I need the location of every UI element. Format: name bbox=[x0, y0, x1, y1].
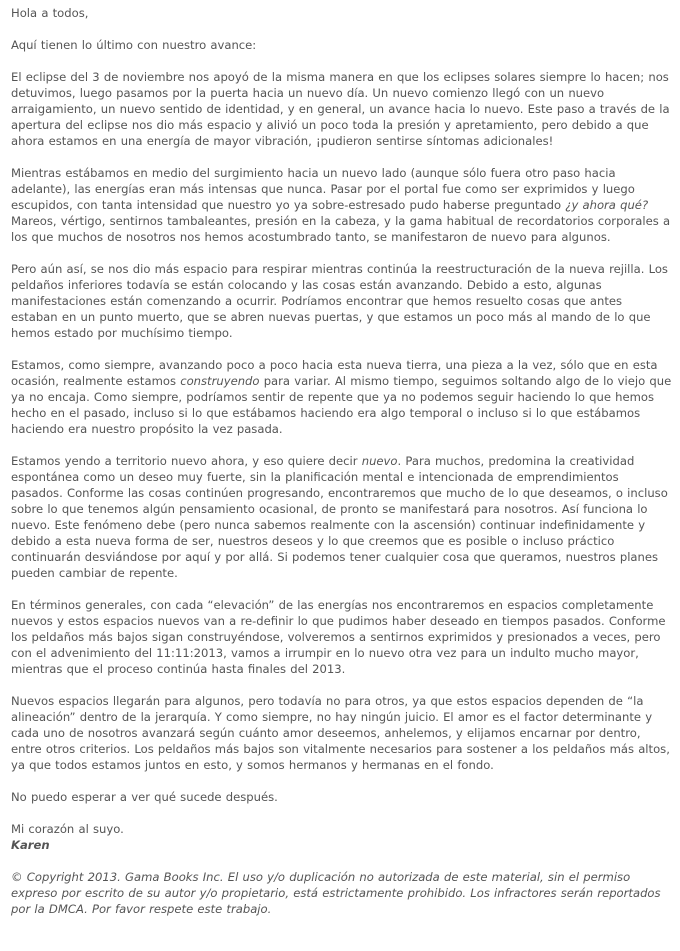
paragraph-surge bbox=[11, 165, 672, 245]
paragraph-surge-text-end: Mareos, vértigo, sentirnos tambaleantes, presión en la cabeza, y la gama habitual de recordatorios corporales a los que muchos de nosotros nos hemos acostumbrado tanto, se manifestaron de nuevo para algunos. bbox=[11, 214, 671, 244]
paragraph-new-territory-text: Estamos yendo a territorio nuevo ahora, y eso quiere decir bbox=[11, 454, 362, 468]
paragraph-surge-text: Mientras estábamos en medio del surgimiento hacia un nuevo lado (aunque sólo fuera otro paso hacia adelante), las energías eran más intensas que nunca. Pasar por el portal fue como ser exprimidos y luego escupidos, con tanta intensidad que nuestro yo ya sobre-estresado pudo haberse preguntado bbox=[11, 166, 635, 212]
paragraph-new-territory bbox=[11, 453, 672, 581]
intro-line: Aquí tienen lo último con nuestro avance: bbox=[11, 38, 257, 52]
emphasis-nuevo: nuevo bbox=[361, 454, 398, 468]
paragraph-new-earth-text-end: para variar. Al mismo tiempo, seguimos soltando algo de lo viejo que ya no encaja. Como siempre, podríamos sentir de repente que ya no podemos seguir haciendo lo que hemos hecho en el pasado, incluso si lo que estábamos haciendo era algo temporal o incluso si lo que estábamos haciendo era nuestro propósito la vez pasada. bbox=[11, 374, 672, 436]
paragraph-new-earth-text: Estamos, como siempre, avanzando poco a poco hacia esta nueva tierra, una pieza a la vez, sólo que en esta ocasión, realmente estamos bbox=[11, 358, 658, 388]
signature: Karen bbox=[11, 838, 50, 852]
paragraph-grid: Pero aún así, se nos dio más espacio para respirar mientras continúa la reestructuración de la nueva rejilla. Los peldaños inferiores todavía se están colocando y las cosas están avanzando. Debido a esto, algunas manifestaciones están comenzando a ocurrir. Podríamos encontrar que hemos resuelto cosas que antes estaban en un punto muerto, que se abren nuevas puertas, y que estamos un poco más al mando de lo que hemos estado por muchísimo tiempo. bbox=[11, 262, 668, 340]
paragraph-new-earth bbox=[11, 357, 672, 437]
greeting: Hola a todos, bbox=[11, 6, 89, 20]
paragraph-new-territory-text-end: . Para muchos, predomina la creatividad espontánea como un deseo muy fuerte, sin la planificación mental e intencionada de emprendimientos pasados. Conforme las cosas continúen progresando, encontraremos que mucho de lo que deseamos, o incluso sobre lo que tenemos algún pensamiento ocasional, de pronto se manifestará para nosotros. Así funciona lo nuevo. Este fenómeno debe (pero nunca sabemos realmente con la ascensión) continuar indefinidamente y debido a esta nueva forma de ser, nuestros deseos y lo que creemos que es posible o incluso práctico continuarán desviándose por aquí y por allá. Si podemos tener cualquier cosa que queramos, nuestros planes pueden cambiar de repente. bbox=[11, 454, 668, 580]
paragraph-new-spaces: Nuevos espacios llegarán para algunos, pero todavía no para otros, ya que estos espacios dependen de “la alineación” dentro de la jerarquía. Y como siempre, no hay ningún juicio. El amor es el factor determinante y cada uno de nosotros avanzará según cuánto amor deseemos, anhelemos, y elijamos encarnar por dentro, entre otros criterios. Los peldaños más bajos son vitalmente necesarios para sostener a los peldaños más altos, ya que todos estamos juntos en esto, y somos hermanos y hermanas en el fondo. bbox=[11, 694, 670, 772]
closing-line: Mi corazón al suyo. bbox=[11, 822, 124, 836]
paragraph-eclipse: El eclipse del 3 de noviembre nos apoyó de la misma manera en que los eclipses solares siempre lo hacen; nos detuvimos, luego pasamos por la puerta hacia un nuevo día. Un nuevo comienzo llegó con un nuevo arraigamiento, un nuevo sentido de identidad, y en general, un avance hacia lo nuevo. Este paso a través de la apertura del eclipse nos dio más espacio y alivió un poco toda la presión y apretamiento, pero debido a que ahora estamos en una energía de mayor vibración, ¡pudieron sentirse síntomas adicionales! bbox=[11, 70, 670, 148]
paragraph-anticipation: No puedo esperar a ver qué sucede después. bbox=[11, 790, 278, 804]
emphasis-construyendo: construyendo bbox=[180, 374, 260, 388]
emphasis-ahora-que: ¿y ahora qué? bbox=[565, 198, 649, 212]
paragraph-elevation: En términos generales, con cada “elevación” de las energías nos encontraremos en espacios completamente nuevos y estos espacios nuevos van a re-definir lo que pudimos haber deseado en tiempos pasados. Conforme los peldaños más bajos sigan construyéndose, volveremos a sentirnos exprimidos y presionados a veces, pero con el advenimiento del 11:11:2013, vamos a irrumpir en lo nuevo otra vez para un indulto mucho mayor, mientras que el proceso continúa hasta finales del 2013. bbox=[11, 598, 666, 676]
copyright-notice: © Copyright 2013. Gama Books Inc. El uso y/o duplicación no autorizada de este material, sin el permiso expreso por escrito de su autor y/o propietario, está estrictamente prohibido. Los infractores serán reportados por la DMCA. Por favor respete este trabajo. bbox=[11, 870, 661, 916]
